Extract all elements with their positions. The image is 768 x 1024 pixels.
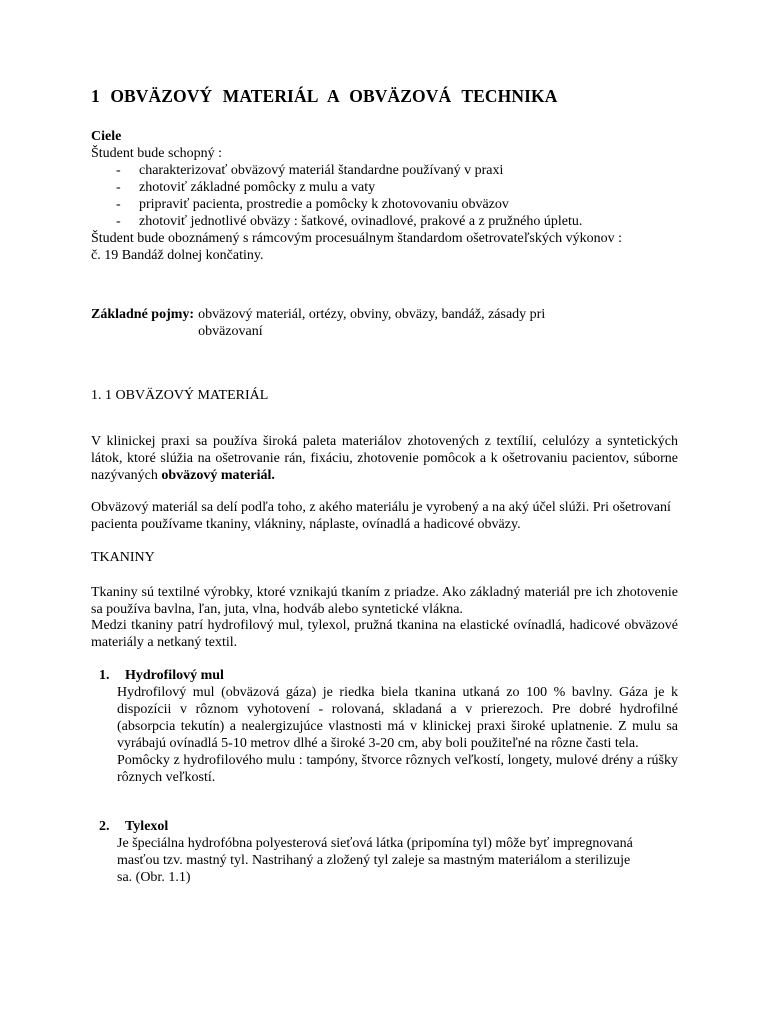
dash-bullet: - <box>116 163 121 178</box>
goals-section <box>91 128 678 264</box>
tkaniny-paragraph-1: Tkaniny sú textilné výrobky, ktoré vznikajú tkaním z priadze. Ako základný materiál pre ich zhotovenie sa používa bavlna, ľan, juta, vlna, hodváb alebo syntetické vlákna. <box>91 585 678 617</box>
dash-bullet: - <box>116 197 121 212</box>
item-tylexol <box>91 818 678 886</box>
goals-list <box>91 162 678 230</box>
dash-bullet: - <box>116 180 121 195</box>
keywords-text: obväzový materiál, ortézy, obviny, obväzy, bandáž, zásady pri obväzovaní <box>198 307 546 339</box>
item-paragraph-2: Pomôcky z hydrofilového mulu : tampóny, štvorce rôznych veľkostí, longety, mulové drény a rúšky rôznych veľkostí. <box>117 753 678 785</box>
keywords-label: Základné pojmy: <box>91 307 195 322</box>
standard-line: Študent bude oboznámený s rámcovým procesuálnym štandardom ošetrovateľských výkonov : <box>91 231 622 246</box>
chapter-title: 1 OBVÄZOVÝ MATERIÁL A OBVÄZOVÁ TECHNIKA <box>91 86 558 106</box>
list-item: - charakterizovať obväzový materiál štandardne používaný v praxi <box>116 163 504 178</box>
item-number: 2. <box>99 819 110 834</box>
tkaniny-paragraph-2: Medzi tkaniny patrí hydrofilový mul, tylexol, pružná tkanina na elastické ovínadlá, hadicové obväzové materiály a netkaný textil. <box>91 618 678 650</box>
item-paragraph-1: Je špeciálna hydrofóbna polyesterová sieťová látka (pripomína tyl) môže byť impregnovaná masťou tzv. mastný tyl. Nastrihaný a zložený tyl zaleje sa mastným materiálom a sterilizuje sa. (Obr. 1.1) <box>117 836 633 885</box>
goals-intro: Študent bude schopný : <box>91 146 223 161</box>
classification-paragraph: Obväzový materiál sa delí podľa toho, z akého materiálu je vyrobený a na aký účel slúži. Pri ošetrovaní pacienta používame tkaniny, vlákniny, náplaste, ovínadlá a hadicové obväzy. <box>91 500 671 532</box>
item-title: Hydrofilový mul <box>125 668 224 683</box>
list-item: - pripraviť pacienta, prostredie a pomôcky k zhotovovaniu obväzov <box>116 197 509 212</box>
standard-item: č. 19 Bandáž dolnej končatiny. <box>91 248 264 263</box>
item-number: 1. <box>99 668 110 683</box>
keywords-block <box>91 306 678 340</box>
bold-term: obväzový materiál. <box>161 468 275 483</box>
item-title-row <box>91 818 678 835</box>
dash-bullet: - <box>116 214 121 229</box>
item-title: Tylexol <box>125 819 169 834</box>
tkaniny-heading: TKANINY <box>91 550 155 565</box>
list-item: - zhotoviť jednotlivé obväzy : šatkové, ovinadlové, prakové a z pružného úpletu. <box>116 214 583 229</box>
item-paragraph-1: Hydrofilový mul (obväzová gáza) je riedka biela tkanina utkaná zo 100 % bavlny. Gáza je k dispozícii v rôznom vyhotovení - rolovaná, skladaná a v prierezoch. Pre dobré hydrofilné (absorpcia tekutín) a nealergizujúce vlastnosti má v klinickej praxi široké uplatnenie. Z mulu sa vyrábajú ovínadlá 5-10 metrov dlhé a široké 3-20 cm, aby boli použiteľné na rôzne časti tela. <box>117 685 678 751</box>
goals-heading: Ciele <box>91 129 122 144</box>
section-heading: 1. 1 OBVÄZOVÝ MATERIÁL <box>91 388 269 403</box>
item-hydrofilovy-mul <box>91 667 678 786</box>
item-title-row <box>91 667 678 684</box>
intro-paragraph: V klinickej praxi sa používa široká paleta materiálov zhotovených z textílií, celulózy a syntetických látok, ktoré slúžia na ošetrovanie rán, fixáciu, zhotovenie pomôcok a k ošetrovaniu pacientov, súborne nazývaných obväzový materiál. <box>91 434 678 483</box>
list-item: - zhotoviť základné pomôcky z mulu a vaty <box>116 180 376 195</box>
